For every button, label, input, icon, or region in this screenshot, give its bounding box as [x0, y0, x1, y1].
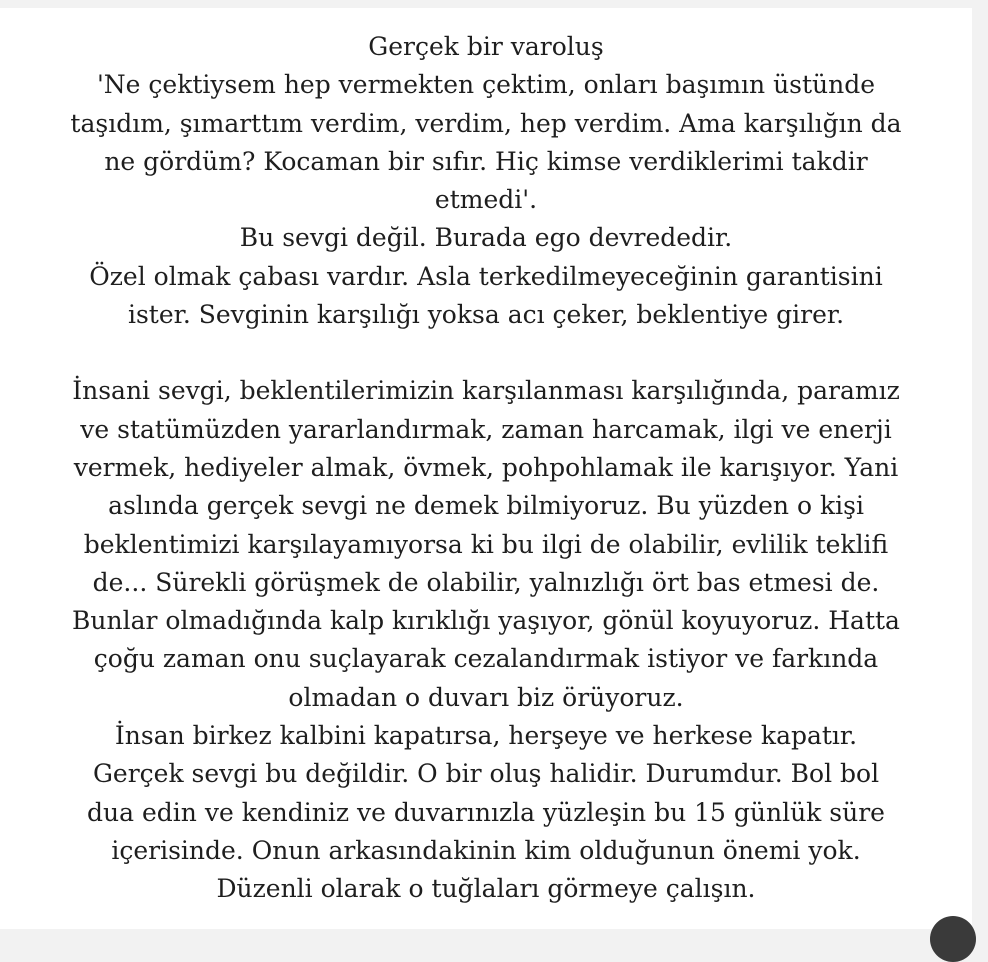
text-line: ve statümüzden yararlandırmak, zaman harcamak, ilgi ve enerji	[80, 414, 892, 444]
text-line: 'Ne çektiysem hep vermekten çektim, onları başımın üstünde	[96, 70, 876, 100]
text-line: vermek, hediyeler almak, övmek, pohpohlamak ile karışıyor. Yani	[73, 452, 899, 482]
text-line: Bu sevgi değil. Burada ego devrededir.	[239, 223, 733, 253]
document-title: Gerçek bir varoluş	[368, 32, 604, 61]
text-line: beklentimizi karşılayamıyorsa ki bu ilgi de olabilir, evlilik teklifi	[83, 529, 889, 559]
text-line: Düzenli olarak o tuğlaları görmeye çalışın.	[216, 874, 756, 904]
text-line: olmadan o duvarı biz örüyoruz.	[288, 682, 684, 712]
floating-button[interactable]	[930, 916, 976, 962]
text-line: Bunlar olmadığında kalp kırıklığı yaşıyor, gönül koyuyoruz. Hatta	[72, 606, 900, 636]
text-line: çoğu zaman onu suçlayarak cezalandırmak istiyor ve farkında	[93, 644, 879, 674]
text-line: aslında gerçek sevgi ne demek bilmiyoruz. Bu yüzden o kişi	[108, 491, 864, 521]
text-line: de... Sürekli görüşmek de olabilir, yalnızlığı ört bas etmesi de.	[92, 567, 880, 597]
document-text	[0, 28, 972, 909]
text-line: ne gördüm? Kocaman bir sıfır. Hiç kimse verdiklerimi takdir	[104, 146, 868, 176]
text-line: dua edin ve kendiniz ve duvarınızla yüzleşin bu 15 günlük süre	[87, 797, 885, 827]
text-line: taşıdım, şımarttım verdim, verdim, hep verdim. Ama karşılığın da	[70, 108, 902, 138]
text-line: Özel olmak çabası vardır. Asla terkedilmeyeceğinin garantisini	[89, 261, 883, 291]
text-line: İnsani sevgi, beklentilerimizin karşılanması karşılığında, paramız	[72, 376, 900, 406]
text-line: İnsan birkez kalbini kapatırsa, herşeye ve herkese kapatır.	[114, 721, 858, 751]
text-line: Gerçek sevgi bu değildir. O bir oluş halidir. Durumdur. Bol bol	[92, 759, 880, 789]
text-line: içerisinde. Onun arkasındakinin kim olduğunun önemi yok.	[111, 835, 861, 865]
text-line: ister. Sevginin karşılığı yoksa acı çeker, beklentiye girer.	[127, 300, 845, 330]
text-line: etmedi'.	[434, 185, 538, 215]
document-page	[0, 8, 972, 929]
paragraph-gap	[0, 334, 972, 372]
